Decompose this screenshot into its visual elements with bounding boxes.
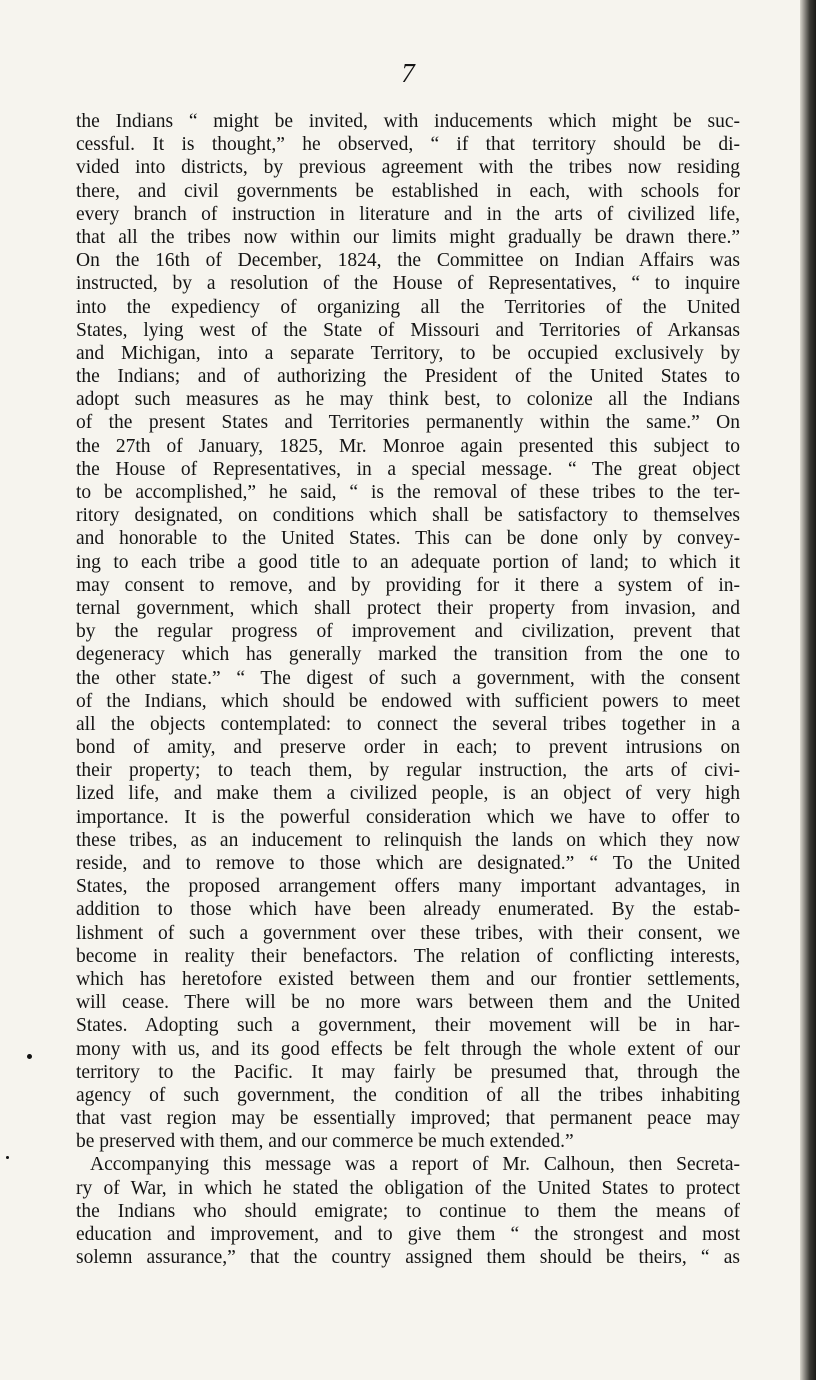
text-line: of the present States and Territories permanently within the same.” On [76,412,740,434]
text-line: reside, and to remove to those which are designated.” “ To the United [76,853,740,874]
text-line: into the expediency of organizing all the Territories of the United [76,296,740,318]
text-line: lized life, and make them a civilized people, is an object of very high [76,783,740,805]
text-line: that vast region may be essentially improved; that permanent peace may [76,1108,740,1130]
text-line: which has heretofore existed between them and our frontier settlements, [76,968,740,990]
body-text [76,110,740,1269]
text-line: vided into districts, by previous agreement with the tribes now residing [76,157,740,179]
margin-mark [6,1156,9,1159]
text-line: solemn assurance,” that the country assigned them should be theirs, “ as [76,1247,740,1269]
text-line: States. Adopting such a government, their movement will be in har- [76,1015,740,1037]
text-line: bond of amity, and preserve order in each; to prevent intrusions on [76,737,740,759]
text-line: the 27th of January, 1825, Mr. Monroe again presented this subject to [76,435,740,457]
text-line: education and improvement, and to give them “ the strongest and most [76,1224,740,1245]
text-line: and Michigan, into a separate Territory, to be occupied exclusively by [76,342,740,364]
text-line: by the regular progress of improvement and civilization, prevent that [76,621,740,643]
text-line: the Indians “ might be invited, with inducements which might be suc- [76,111,740,132]
text-line: be preserved with them, and our commerce be much extended.” [76,1131,574,1153]
margin-mark [27,1054,32,1059]
text-line: of the Indians, which should be endowed with sufficient powers to meet [76,690,740,712]
text-line: will cease. There will be no more wars between them and the United [76,992,740,1014]
text-line: mony with us, and its good effects be felt through the whole extent of our [76,1038,740,1060]
text-line: there, and civil governments be established in each, with schools for [76,180,740,202]
text-line: and honorable to the United States. This can be done only by convey- [76,528,740,550]
text-line: the House of Representatives, in a special message. “ The great object [76,458,740,480]
text-line: to be accomplished,” he said, “ is the removal of these tribes to the ter- [76,482,740,503]
text-line: cessful. It is thought,” he observed, “ if that territory should be di- [76,134,740,156]
text-line: addition to those which have been already enumerated. By the estab- [76,899,740,921]
text-line: On the 16th of December, 1824, the Committee on Indian Affairs was [76,250,740,272]
text-line: States, the proposed arrangement offers many important advantages, in [76,876,740,898]
text-line: all the objects contemplated: to connect the several tribes together in a [76,713,740,735]
text-line: ritory designated, on conditions which shall be satisfactory to themselves [76,505,740,527]
text-line: that all the tribes now within our limits might gradually be drawn there.” [76,226,740,248]
text-line: adopt such measures as he may think best, to colonize all the Indians [76,389,740,411]
text-line: the Indians; and of authorizing the President of the United States to [76,366,740,388]
text-line: become in reality their benefactors. The relation of conflicting interests, [76,945,740,967]
text-line: Accompanying this message was a report of Mr. Calhoun, then Secreta- [90,1154,740,1176]
text-line: every branch of instruction in literature and in the arts of civilized life, [76,203,740,225]
text-line: the other state.” “ The digest of such a government, with the consent [76,667,740,689]
text-line: lishment of such a government over these tribes, with their consent, we [76,922,740,944]
page-number: 7 [401,58,415,88]
text-line: territory to the Pacific. It may fairly be presumed that, through the [76,1061,740,1083]
text-line: may consent to remove, and by providing for it there a system of in- [76,574,740,596]
text-line: instructed, by a resolution of the House of Representatives, “ to inquire [76,273,740,295]
text-line: agency of such government, the condition of all the tribes inhabiting [76,1084,740,1106]
text-line: their property; to teach them, by regular instruction, the arts of civi- [76,760,740,782]
text-line: ing to each tribe a good title to an adequate portion of land; to which it [76,551,740,573]
text-line: these tribes, as an inducement to relinquish the lands on which they now [76,829,740,851]
text-line: the Indians who should emigrate; to continue to them the means of [76,1200,740,1222]
text-line: ry of War, in which he stated the obligation of the United States to protect [76,1177,740,1199]
text-line: importance. It is the powerful consideration which we have to offer to [76,806,740,828]
text-line: ternal government, which shall protect their property from invasion, and [76,597,740,619]
text-line: degeneracy which has generally marked the transition from the one to [76,644,740,666]
page-edge-shadow [800,0,816,1380]
text-line: States, lying west of the State of Missouri and Territories of Arkansas [76,319,740,341]
